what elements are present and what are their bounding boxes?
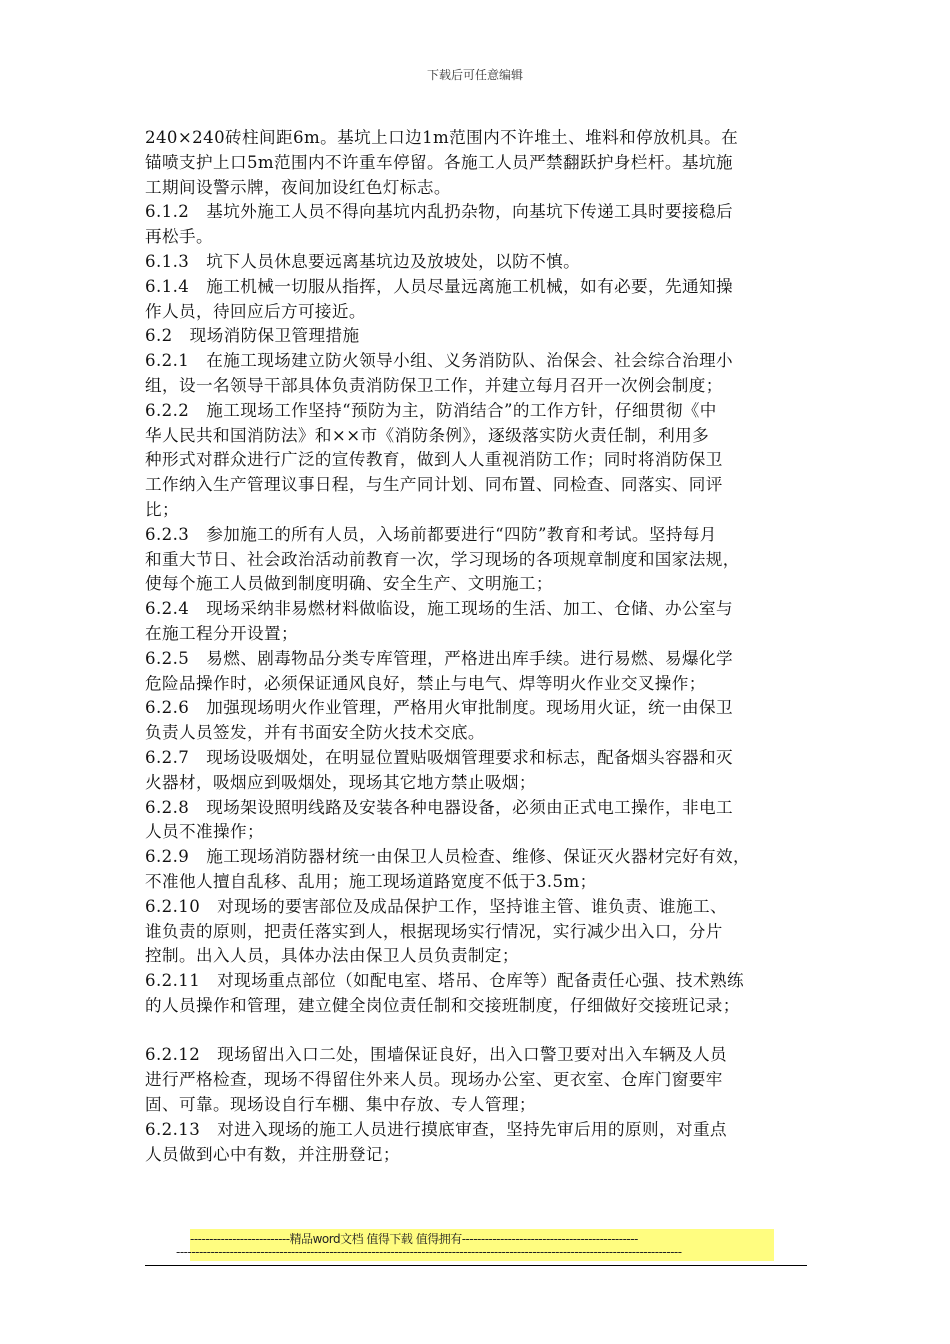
text-line: 和重大节日、社会政治活动前教育一次，学习现场的各项规章制度和国家法规， <box>145 549 740 569</box>
text-line: 作人员，待回应后方可接近。 <box>145 301 366 321</box>
document-body <box>145 126 815 1167</box>
text-line: 工期间设警示牌，夜间加设红色灯标志。 <box>145 177 451 197</box>
text-line: 控制。出入人员，具体办法由保卫人员负责制定； <box>145 946 519 966</box>
text-line: 危险品操作时，必须保证通风良好，禁止与电气、焊等明火作业交叉操作； <box>145 673 706 693</box>
text-line: 6.2.10 对现场的要害部位及成品保护工作，坚持谁主管、谁负责、谁施工、 <box>145 896 727 916</box>
text-line: 火器材，吸烟应到吸烟处，现场其它地方禁止吸烟； <box>145 772 536 792</box>
text-line: 固、可靠。现场设自行车棚、集中存放、专人管理； <box>145 1095 536 1115</box>
text-line: 不准他人擅自乱移、乱用；施工现场道路宽度不低于3.5m； <box>145 871 597 891</box>
footer-line-2: ------------------------------------------------------------------------------------------------------------------------------------ <box>176 1245 682 1259</box>
text-line: 谁负责的原则，把责任落实到人，根据现场实行情况，实行减少出入口，分片 <box>145 921 723 941</box>
text-line: 的人员操作和管理，建立健全岗位责任制和交接班制度，仔细做好交接班记录； <box>145 995 740 1015</box>
text-line: 6.2.7 现场设吸烟处，在明显位置贴吸烟管理要求和标志，配备烟头容器和灭 <box>145 747 734 767</box>
text-line: 6.2.5 易燃、剧毒物品分类专库管理，严格进出库手续。进行易燃、易爆化学 <box>145 648 734 668</box>
text-line: 6.2.4 现场采纳非易燃材料做临设，施工现场的生活、加工、仓储、办公室与 <box>145 599 734 619</box>
text-line: 在施工程分开设置； <box>145 623 298 643</box>
page-header: 下载后可任意编辑 <box>426 68 523 82</box>
text-line: 再松手。 <box>145 227 213 247</box>
blank-line <box>145 1019 815 1044</box>
text-line: 6.2.3 参加施工的所有人员，入场前都要进行“四防”教育和考试。坚持每月 <box>145 524 717 544</box>
text-line: 负责人员签发，并有书面安全防火技术交底。 <box>145 723 485 743</box>
text-line: 6.2.13 对进入现场的施工人员进行摸底审查，坚持先审后用的原则，对重点 <box>145 1119 727 1139</box>
text-line: 华人民共和国消防法》和××市《消防条例》，逐级落实防火责任制，利用多 <box>145 425 710 445</box>
text-line: 人员不准操作； <box>145 822 264 842</box>
text-line: 6.2.8 现场架设照明线路及安装各种电器设备，必须由正式电工操作，非电工 <box>145 797 734 817</box>
text-line: 使每个施工人员做到制度明确、安全生产、文明施工； <box>145 574 553 594</box>
text-line: 6.2 现场消防保卫管理措施 <box>145 326 360 346</box>
text-line: 6.2.1 在施工现场建立防火领导小组、义务消防队、治保会、社会综合治理小 <box>145 351 734 371</box>
text-line: 6.1.4 施工机械一切服从指挥，人员尽量远离施工机械，如有必要，先通知操 <box>145 276 734 296</box>
text-line: 6.2.12 现场留出入口二处，围墙保证良好，出入口警卫要对出入车辆及人员 <box>145 1045 727 1065</box>
text-line: 6.1.2 基坑外施工人员不得向基坑内乱扔杂物，向基坑下传递工具时要接稳后 <box>145 202 734 222</box>
text-line: 6.2.6 加强现场明火作业管理，严格用火审批制度。现场用火证，统一由保卫 <box>145 698 734 718</box>
text-line: 6.1.3 坑下人员休息要远离基坑边及放坡处，以防不慎。 <box>145 251 581 271</box>
text-line: 种形式对群众进行广泛的宣传教育，做到人人重视消防工作；同时将消防保卫 <box>145 450 723 470</box>
text-line: 6.2.9 施工现场消防器材统一由保卫人员检查、维修、保证灭火器材完好有效， <box>145 847 751 867</box>
text-line: 组，设一名领导干部具体负责消防保卫工作，并建立每月召开一次例会制度； <box>145 375 723 395</box>
text-line: 人员做到心中有数，并注册登记； <box>145 1144 400 1164</box>
text-line: 240×240砖柱间距6m。基坑上口边1m范围内不许堆土、堆料和停放机具。在 <box>145 128 739 147</box>
footer-rule <box>145 1265 807 1266</box>
text-line: 进行严格检查，现场不得留住外来人员。现场办公室、更衣室、仓库门窗要牢 <box>145 1070 723 1090</box>
text-line: 锚喷支护上口5m范围内不许重车停留。各施工人员严禁翻跃护身栏杆。基坑施 <box>145 152 733 172</box>
text-line: 6.2.11 对现场重点部位（如配电室、塔吊、仓库等）配备责任心强、技术熟练 <box>145 971 744 991</box>
text-line: 比； <box>145 499 179 519</box>
text-line: 工作纳入生产管理议事日程，与生产同计划、同布置、同检查、同落实、同评 <box>145 475 723 495</box>
text-line: 6.2.2 施工现场工作坚持“预防为主，防消结合”的工作方针，仔细贯彻《中 <box>145 400 717 420</box>
footer-line-1: --------------------------精品word文档 值得下载 值得拥有---------------------------------------------- <box>190 1232 638 1246</box>
